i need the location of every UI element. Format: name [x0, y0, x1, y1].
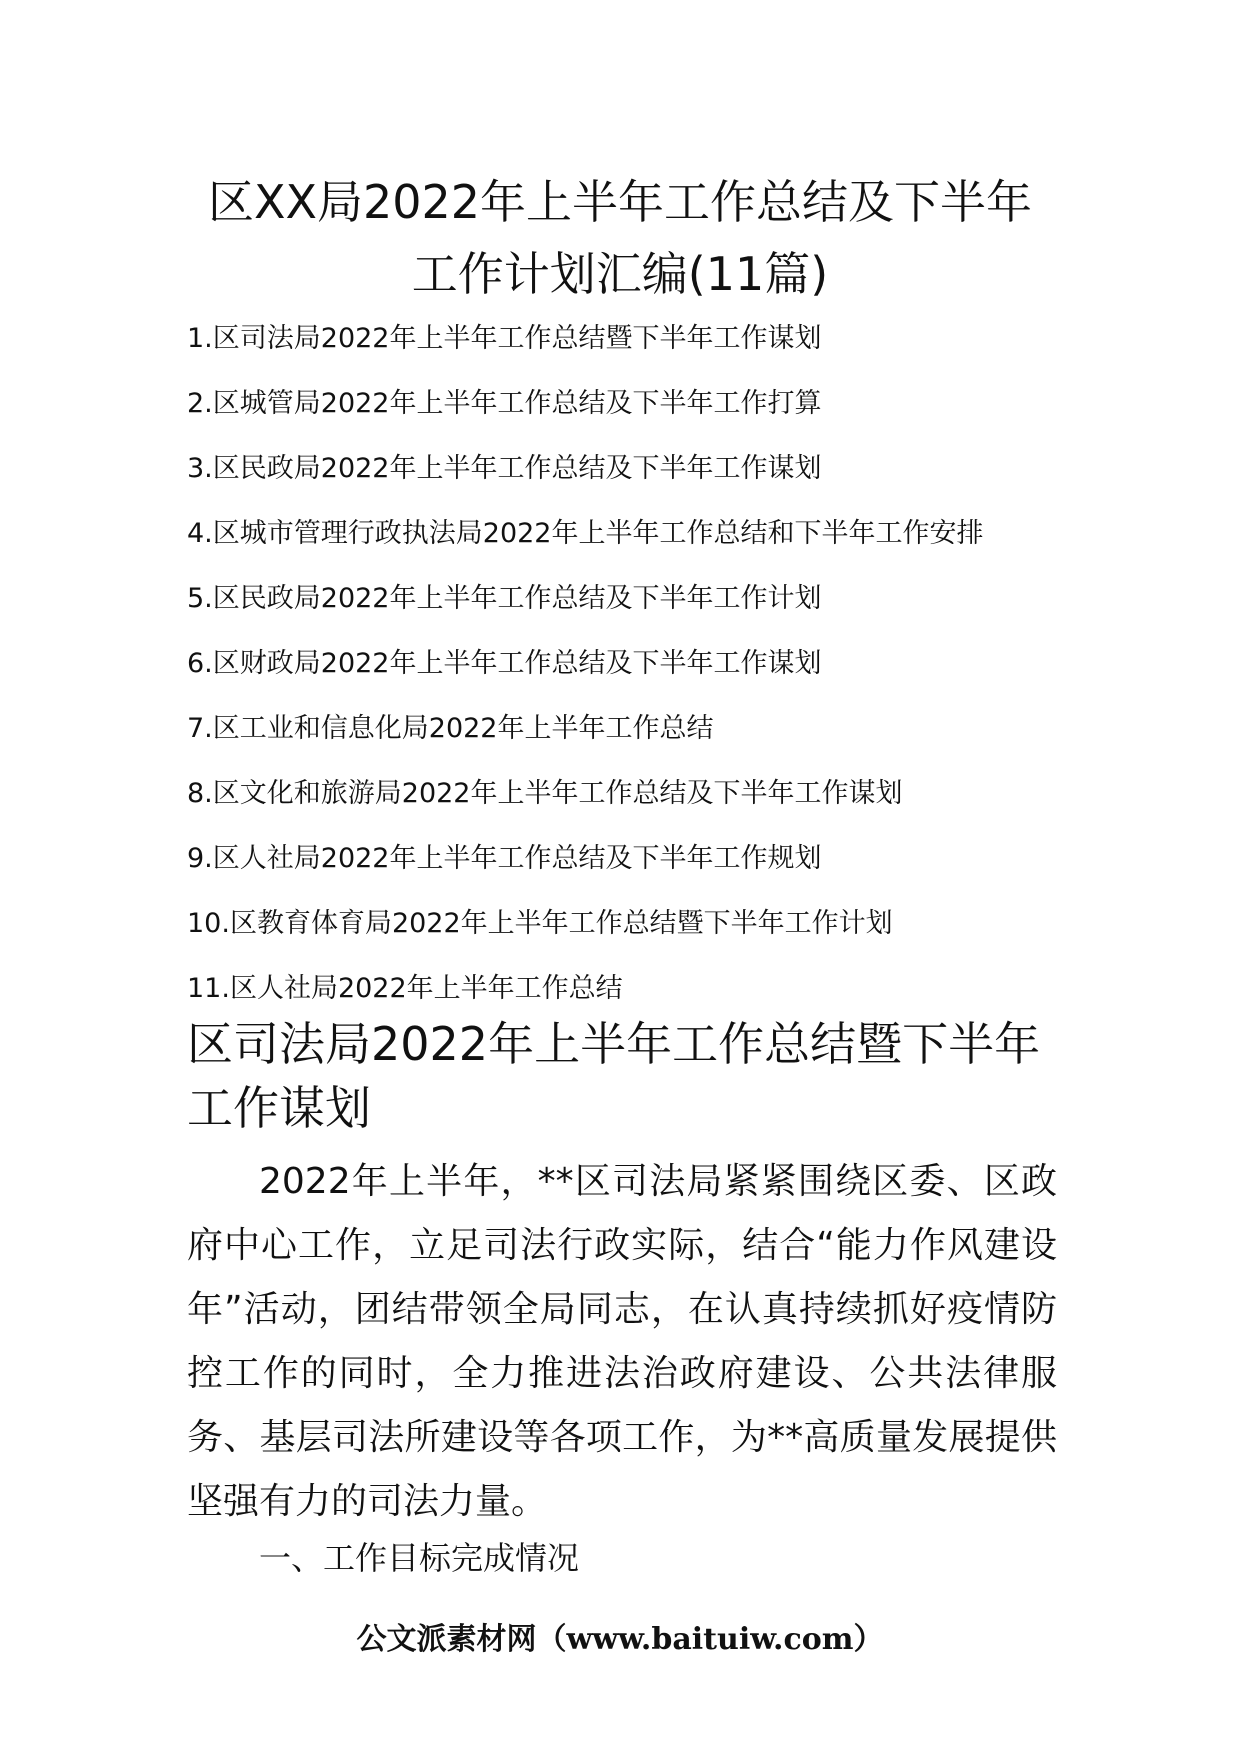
document-title	[150, 166, 1090, 310]
section-title-line-2: 工作谋划	[187, 1081, 371, 1135]
table-of-contents	[187, 306, 1087, 1021]
toc-item: 2.区城管局2022年上半年工作总结及下半年工作打算	[187, 388, 822, 419]
toc-item: 8.区文化和旅游局2022年上半年工作总结及下半年工作谋划	[187, 778, 903, 809]
toc-item: 4.区城市管理行政执法局2022年上半年工作总结和下半年工作安排	[187, 518, 984, 549]
body-paragraph: 2022年上半年，**区司法局紧紧围绕区委、区政府中心工作，立足司法行政实际，结合“能力作风建设年”活动，团结带领全局同志，在认真持续抓好疫情防控工作的同时，全力推进法治政府建设、公共法律服务、基层司法所建设等各项工作，为**高质量发展提供坚强有力的司法力量。	[187, 1161, 1057, 1522]
footer-watermark: 公文派素材网（www.baituiw.com）	[356, 1622, 884, 1657]
toc-item: 1.区司法局2022年上半年工作总结暨下半年工作谋划	[187, 323, 822, 354]
toc-item: 9.区人社局2022年上半年工作总结及下半年工作规划	[187, 843, 822, 874]
document-title-line-1: 区XX局2022年上半年工作总结及下半年	[207, 175, 1033, 229]
subheading: 一、工作目标完成情况	[259, 1539, 580, 1577]
toc-item: 7.区工业和信息化局2022年上半年工作总结	[187, 713, 714, 744]
toc-item: 5.区民政局2022年上半年工作总结及下半年工作计划	[187, 583, 822, 614]
toc-item: 6.区财政局2022年上半年工作总结及下半年工作谋划	[187, 648, 822, 679]
document-title-line-2: 工作计划汇编(11篇)	[411, 247, 829, 301]
toc-item: 3.区民政局2022年上半年工作总结及下半年工作谋划	[187, 453, 822, 484]
section-title-line-1: 区司法局2022年上半年工作总结暨下半年	[187, 1017, 1041, 1071]
section-title	[187, 1012, 1067, 1140]
toc-item: 11.区人社局2022年上半年工作总结	[187, 973, 623, 1004]
toc-item: 10.区教育体育局2022年上半年工作总结暨下半年工作计划	[187, 908, 893, 939]
